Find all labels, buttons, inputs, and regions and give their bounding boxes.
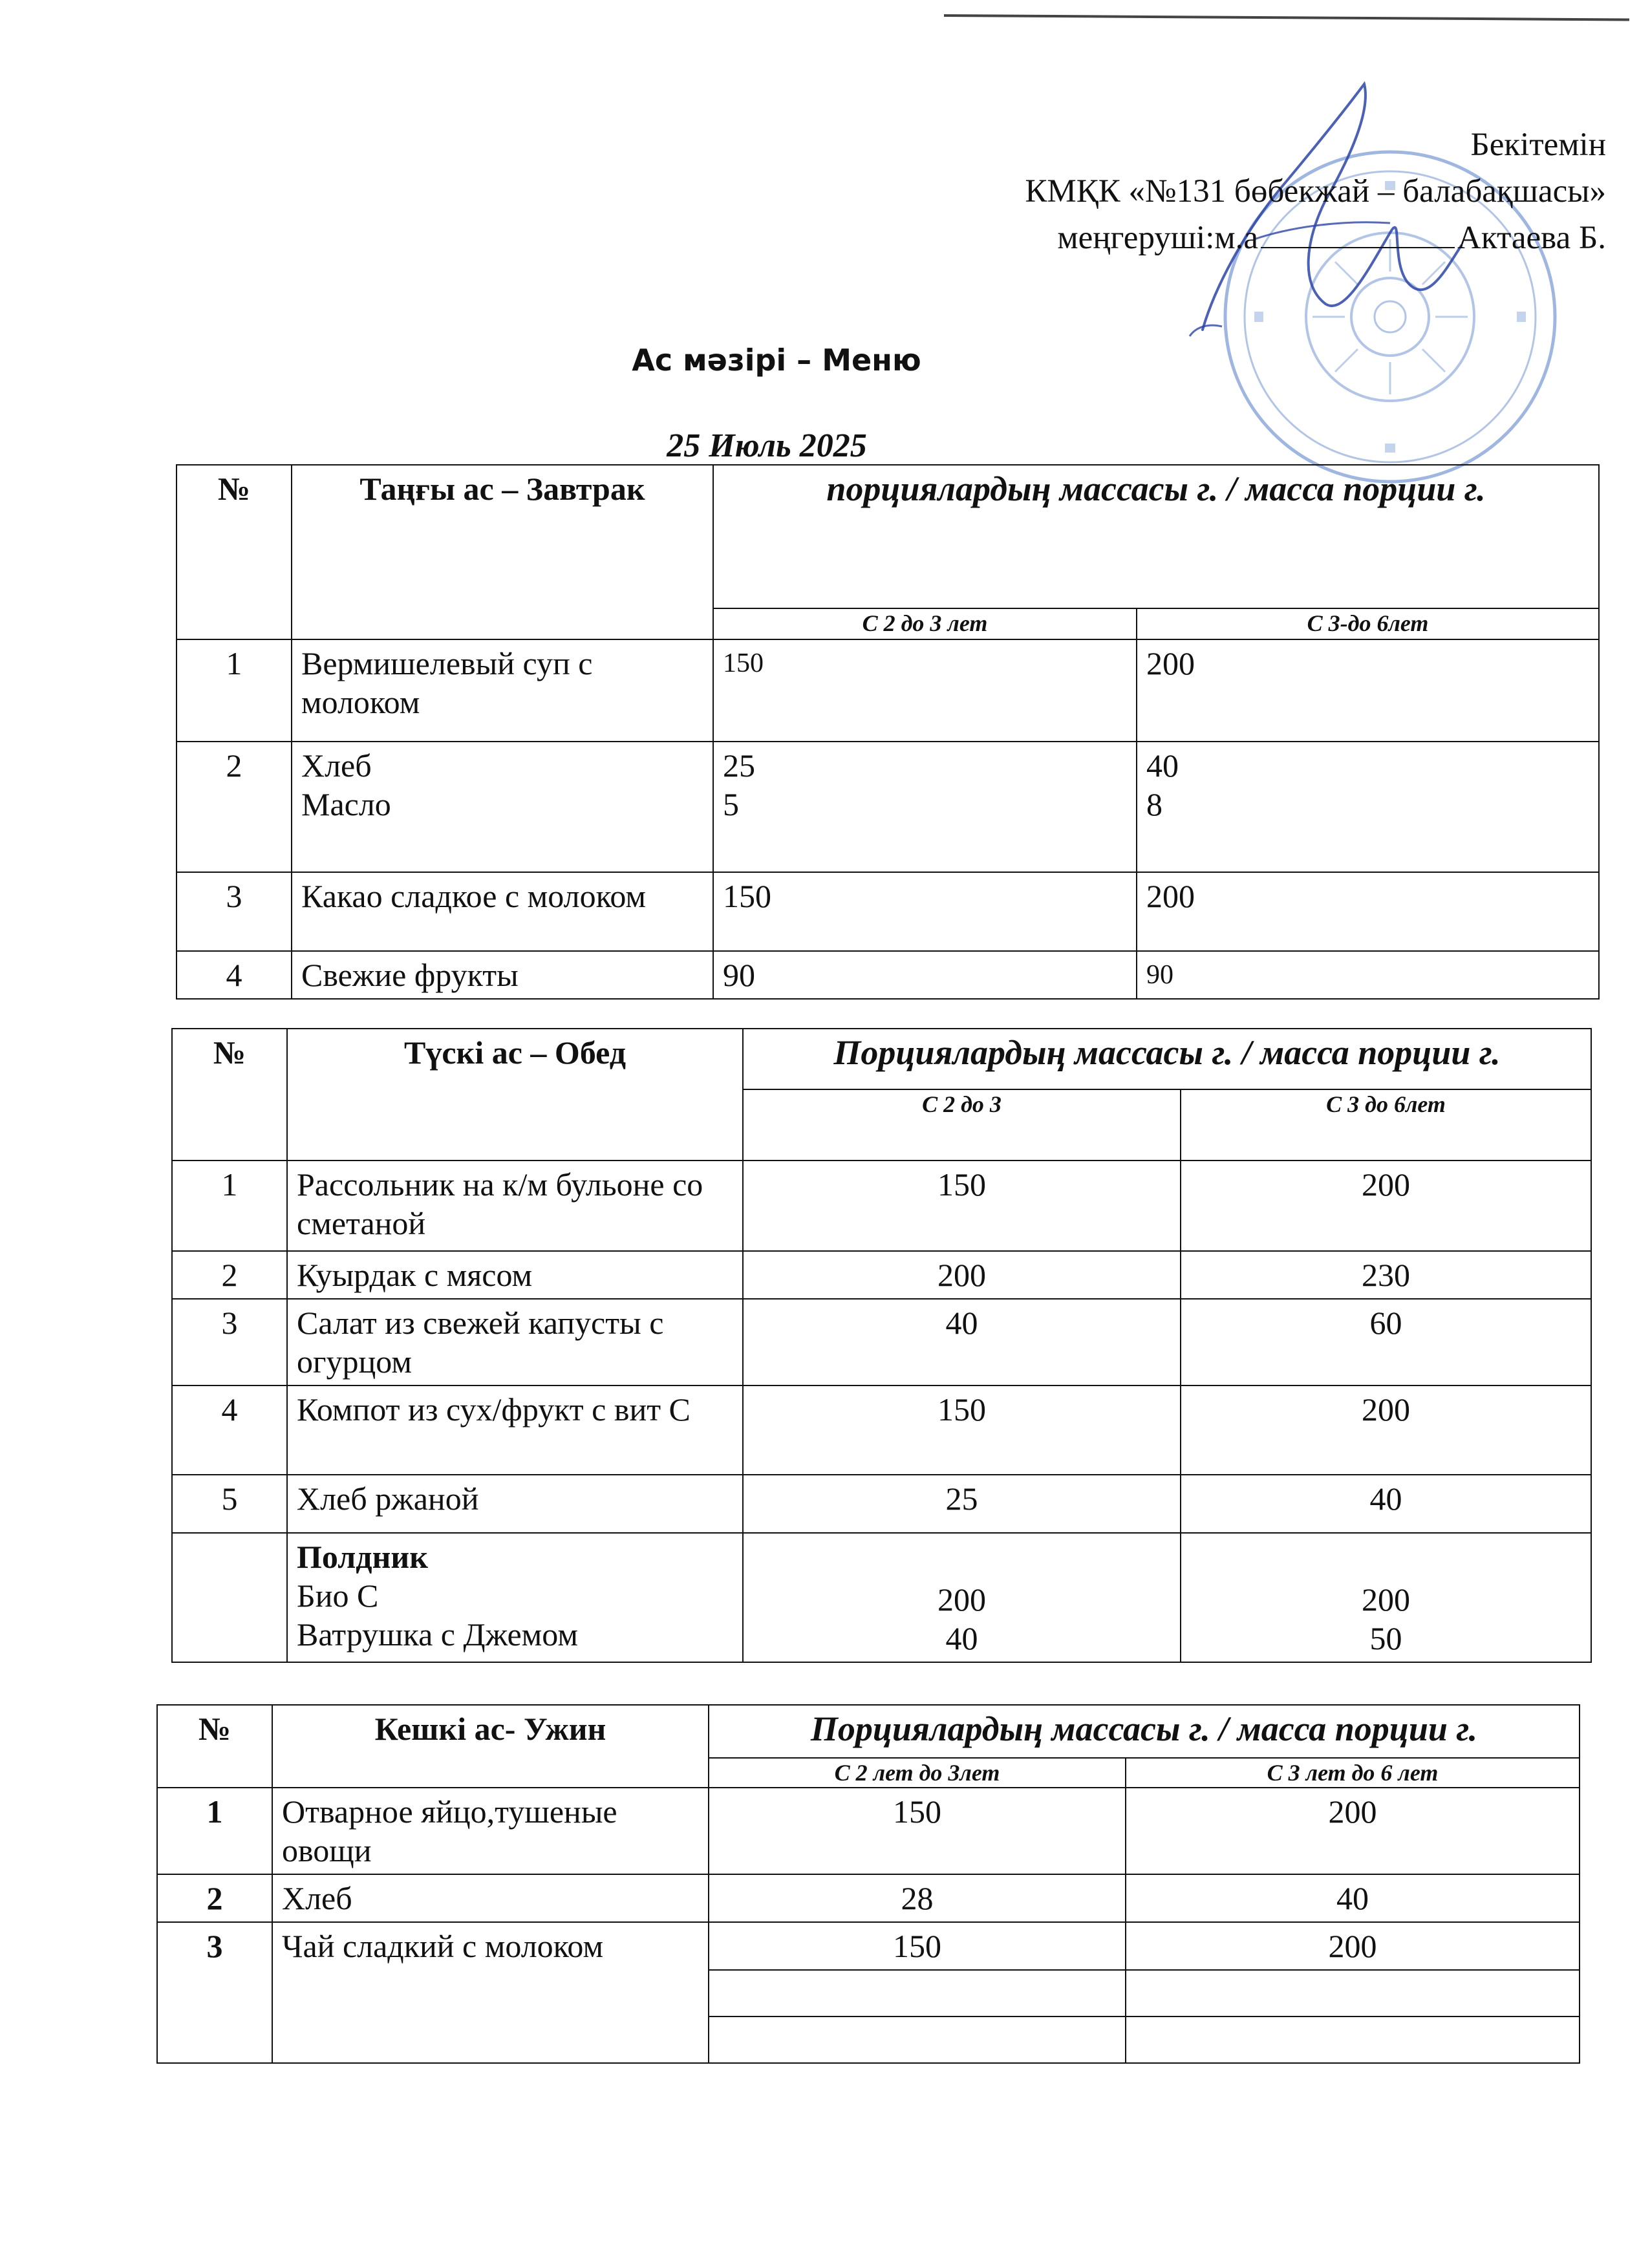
row-number: 4: [177, 951, 292, 999]
portion-younger: 200: [743, 1251, 1181, 1299]
portion-younger: 150: [709, 1788, 1126, 1874]
dish-name: Рассольник на к/м бульоне со сметаной: [287, 1161, 743, 1251]
portion-older: 90: [1137, 951, 1599, 999]
table-row: [157, 1874, 1580, 1922]
dish-name: Вермишелевый суп с молоком: [292, 639, 713, 742]
column-mass-header: Порциялардың массасы г. / масса порции г.: [743, 1029, 1591, 1089]
approval-signatory: [1025, 215, 1606, 261]
dish-name: Салат из свежей капусты с огурцом: [287, 1299, 743, 1385]
portion-younger: 200 40: [743, 1533, 1181, 1662]
age-group-older: С 3 лет до 6 лет: [1126, 1758, 1580, 1788]
column-number-header: №: [177, 465, 292, 639]
portion-older: 200: [1181, 1161, 1591, 1251]
table-row: [172, 1161, 1591, 1251]
dish-name: Хлеб ржаной: [287, 1475, 743, 1533]
table-row: [172, 1299, 1591, 1385]
table-row: [177, 951, 1599, 999]
age-group-younger: С 2 лет до 3лет: [709, 1758, 1126, 1788]
column-number-header: №: [157, 1705, 272, 1788]
signature-line: [1261, 221, 1455, 248]
portion-younger: 25: [743, 1475, 1181, 1533]
portion-younger: 150: [743, 1385, 1181, 1475]
portion-older: 60: [1181, 1299, 1591, 1385]
row-number: 1: [177, 639, 292, 742]
approval-block: [1025, 122, 1606, 261]
approval-heading: Бекітемін: [1470, 127, 1606, 163]
portion-older: 200: [1126, 1922, 1580, 1970]
approval-name: Актаева Б.: [1457, 220, 1606, 256]
snack-row: [172, 1533, 1591, 1662]
empty-cell: [709, 1970, 1126, 2017]
row-number: 1: [157, 1788, 272, 1874]
portion-older: 40: [1181, 1475, 1591, 1533]
row-number: 3: [172, 1299, 287, 1385]
lunch-table: [171, 1028, 1592, 1663]
table-row: [172, 1385, 1591, 1475]
dish-name: Хлеб: [272, 1874, 709, 1922]
row-number: 3: [157, 1922, 272, 2063]
row-number: 1: [172, 1161, 287, 1251]
table-row: [157, 1788, 1580, 1874]
column-mass-header: Порциялардың массасы г. / масса порции г.: [709, 1705, 1580, 1758]
approval-position: меңгеруші:м.а: [1057, 220, 1259, 256]
table-row: [172, 1475, 1591, 1533]
column-meal-header: Түскі ас – Обед: [287, 1029, 743, 1161]
page-title: Ас мәзірі – Меню: [632, 343, 921, 378]
dish-name: Отварное яйцо,тушеные овощи: [272, 1788, 709, 1874]
dish-name: Какао сладкое с молоком: [292, 872, 713, 951]
row-number: 3: [177, 872, 292, 951]
scan-edge-line: [944, 14, 1629, 21]
portion-older: 200: [1137, 639, 1599, 742]
table-row: [177, 639, 1599, 742]
empty-cell: [709, 2017, 1126, 2063]
age-group-older: С 3 до 6лет: [1181, 1089, 1591, 1161]
row-number: 2: [157, 1874, 272, 1922]
age-group-younger: С 2 до 3 лет: [713, 608, 1137, 639]
portion-younger: 90: [713, 951, 1137, 999]
portion-younger: 25 5: [713, 742, 1137, 872]
breakfast-table: [176, 464, 1600, 1000]
empty-cell: [1126, 1970, 1580, 2017]
dish-name: Чай сладкий с молоком: [272, 1922, 709, 2063]
portion-older: 40: [1126, 1874, 1580, 1922]
column-meal-header: Таңғы ас – Завтрак: [292, 465, 713, 639]
column-mass-header: порциялардың массасы г. / масса порции г.: [713, 465, 1599, 608]
column-meal-header: Кешкі ас- Ужин: [272, 1705, 709, 1788]
dish-name: Свежие фрукты: [292, 951, 713, 999]
portion-younger: 150: [713, 872, 1137, 951]
table-row: [177, 742, 1599, 872]
age-group-older: С 3-до 6лет: [1137, 608, 1599, 639]
menu-date: 25 Июль 2025: [667, 427, 867, 464]
dish-name: Компот из сух/фрукт с вит С: [287, 1385, 743, 1475]
portion-younger: 28: [709, 1874, 1126, 1922]
snack-items: Био С Ватрушка с Джемом: [297, 1578, 578, 1653]
row-number: 5: [172, 1475, 287, 1533]
row-number: 2: [172, 1251, 287, 1299]
age-group-younger: С 2 до 3: [743, 1089, 1181, 1161]
portion-younger: 150: [743, 1161, 1181, 1251]
portion-older: 200 50: [1181, 1533, 1591, 1662]
portion-older: 230: [1181, 1251, 1591, 1299]
row-number: 4: [172, 1385, 287, 1475]
dish-name: Хлеб Масло: [292, 742, 713, 872]
row-number: 2: [177, 742, 292, 872]
empty-cell: [1126, 2017, 1580, 2063]
dinner-table: [156, 1704, 1580, 2064]
portion-younger: 40: [743, 1299, 1181, 1385]
column-number-header: №: [172, 1029, 287, 1161]
snack-cell: [287, 1533, 743, 1662]
portion-younger: 150: [713, 639, 1137, 742]
dish-name: Куырдак с мясом: [287, 1251, 743, 1299]
portion-older: 200: [1126, 1788, 1580, 1874]
portion-younger: 150: [709, 1922, 1126, 1970]
snack-title: Полдник: [297, 1539, 429, 1575]
table-row: [177, 872, 1599, 951]
portion-older: 200: [1181, 1385, 1591, 1475]
table-row: [157, 1922, 1580, 1970]
portion-older: 40 8: [1137, 742, 1599, 872]
portion-older: 200: [1137, 872, 1599, 951]
table-row: [172, 1251, 1591, 1299]
row-number-empty: [172, 1533, 287, 1662]
approval-organization: КМҚК «№131 бөбекжай – балабақшасы»: [1025, 173, 1606, 209]
